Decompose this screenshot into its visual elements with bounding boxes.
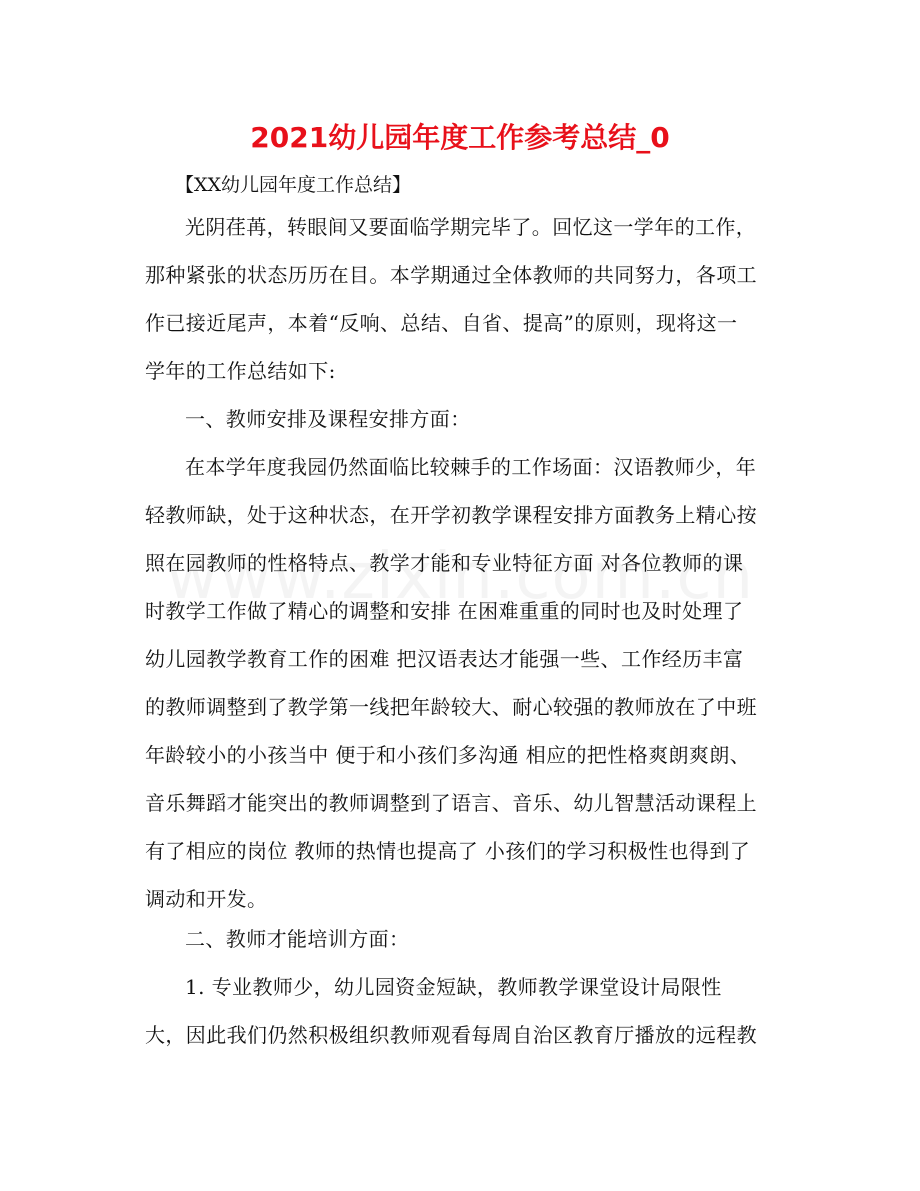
paragraph-line: 时教学工作做了精心的调整和安排 在困难重重的同时也及时处理了 xyxy=(145,599,744,623)
paragraph-line: 音乐舞蹈才能突出的教师调整到了语言、音乐、幼儿智慧活动课程上 xyxy=(145,791,757,815)
section-heading-teacher-arrangement xyxy=(145,395,780,443)
paragraph-line: 1. 专业教师少，幼儿园资金短缺，教师教学课堂设计局限性 xyxy=(185,975,722,999)
paragraph-line: 大，因此我们仍然积极组织教师观看每周自治区教育厅播放的远程教 xyxy=(145,1023,757,1047)
paragraph-line: 学年的工作总结如下: xyxy=(145,359,336,383)
paragraph-line: 调动和开发。 xyxy=(145,887,268,911)
paragraph-line: 作已接近尾声，本着“反响、总结、自省、提高”的原则，现将这一 xyxy=(145,311,738,335)
paragraph-line: 年龄较小的小孩当中 便于和小孩们多沟通 相应的把性格爽朗爽朗、 xyxy=(145,743,751,767)
paragraph-intro xyxy=(145,203,780,395)
document-title: 2021幼儿园年度工作参考总结_0 xyxy=(250,121,670,154)
paragraph-line: 在本学年度我园仍然面临比较棘手的工作场面：汉语教师少，年 xyxy=(185,455,757,479)
section-heading-teacher-training xyxy=(145,915,780,963)
paragraph-line: 轻教师缺，处于这种状态，在开学初教学课程安排方面教务上精心按 xyxy=(145,503,757,527)
paragraph-line: 二、教师才能培训方面： xyxy=(185,927,410,951)
paragraph-line: 照在园教师的性格特点、教学才能和专业特征方面 对各位教师的课 xyxy=(145,551,744,575)
paragraph-line: 那种紧张的状态历历在目。本学期通过全体教师的共同努力，各项工 xyxy=(145,263,757,287)
paragraph-line: 的教师调整到了教学第一线把年龄较大、耐心较强的教师放在了中班 xyxy=(145,695,757,719)
document-subtitle: 【XX幼儿园年度工作总结】 xyxy=(175,174,412,196)
paragraph-line: 有了相应的岗位 教师的热情也提高了 小孩们的学习积极性也得到了 xyxy=(145,839,751,863)
paragraph-training-details xyxy=(145,963,780,1059)
paragraph-arrangement-details xyxy=(145,443,780,923)
paragraph-line: 光阴荏苒，转眼间又要面临学期完毕了。回忆这一学年的工作， xyxy=(185,215,757,239)
paragraph-line: 幼儿园教学教育工作的困难 把汉语表达才能强一些、工作经历丰富 xyxy=(145,647,744,671)
paragraph-line: 一、教师安排及课程安排方面： xyxy=(185,407,471,431)
